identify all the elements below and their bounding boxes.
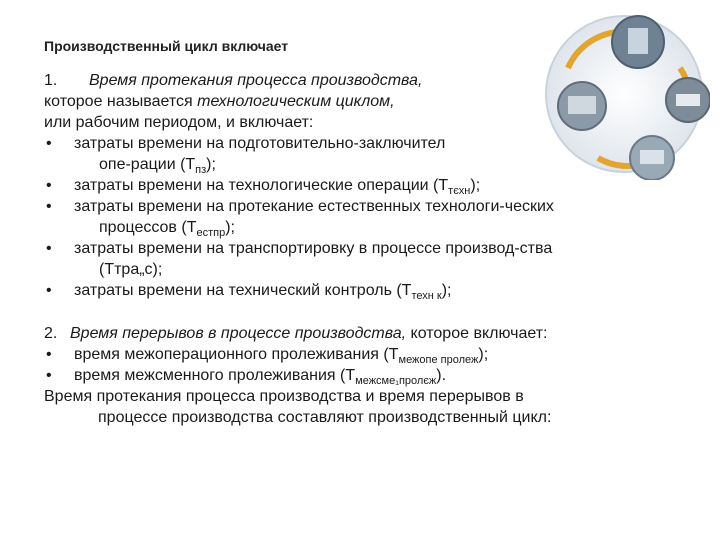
section1-heading: 1. Время протекания процесса производства,	[44, 72, 423, 89]
slide-body: 1. Время протекания процесса производства, которое называется технологическим циклом, или рабочим периодом, и включает: • затраты времени на подготовительно-заключител опе-рации $(Т_{пз})$; • затраты времени на технологические операции $(Т_{тєхн})$; • затраты времени на протекание естественных технологи-ческих процессов $(Т_{естпр})$; • затраты времени на транспортировку в процессе производ-ства (Ттра„с); • затраты времени на технический контроль $(Т_{техн к})$; 2. Время перерывов в процессе производства, которое включает: • время межоперационного пролеживания $(Т_{межопе пролеж})$; • время межсменного пролеживания $(Т_{межсме_1пролєж})$. Время протекания процесса производства и время перерывов в процессе производства составляют производственный цикл:	[44, 70, 694, 428]
slide-title: Производственный цикл включает	[44, 38, 289, 54]
closing-statement: Время протекания процесса производства и время перерывов в	[44, 388, 524, 405]
list-item: • время межсменного пролеживания $(Т_{межсме_1пролєж})$.	[46, 367, 447, 387]
list-item: • затраты времени на транспортировку в процессе производ-ства (Ттра„с);	[46, 240, 553, 278]
list-item: • затраты времени на технологические операции $(Т_{тєхн})$;	[46, 177, 481, 197]
list-item: • затраты времени на протекание естественных технологи-ческих процессов $(Т_{естпр})$;	[46, 198, 554, 239]
section2-heading: 2. Время перерывов в процессе производства, которое включает:	[44, 325, 548, 342]
list-item: • время межоперационного пролеживания $(Т_{межопе пролеж})$;	[46, 346, 489, 366]
list-item: • затраты времени на технический контроль $(Т_{техн к})$;	[46, 282, 452, 302]
list-item: • затраты времени на подготовительно-заключител опе-рации $(Т_{пз})$;	[46, 135, 446, 176]
